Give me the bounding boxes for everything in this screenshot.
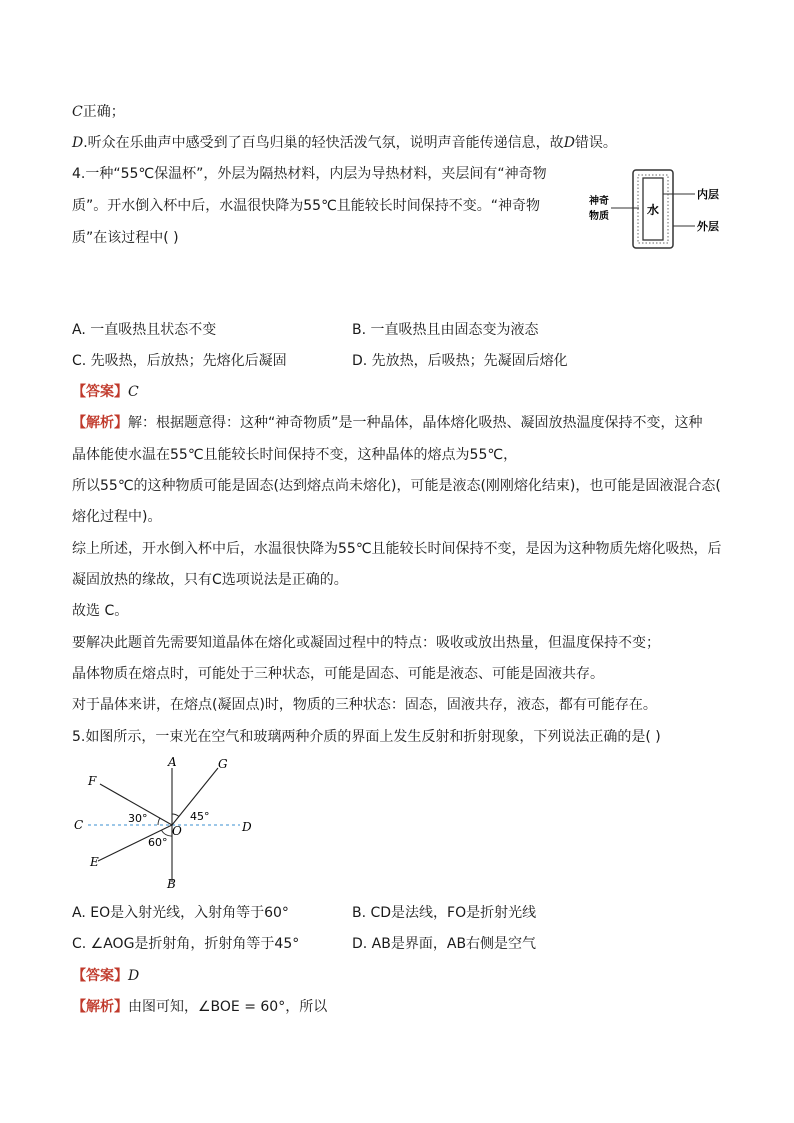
q4-answer (72, 382, 139, 402)
q5-answer-value: D (128, 968, 140, 984)
q4-analysis-line7: 故选 C。 (72, 603, 129, 619)
cup-water-label: 水 (646, 203, 660, 217)
prev-d-line (72, 133, 617, 153)
q4-analysis-line1 (72, 413, 703, 433)
q5-option-b: B. CD是法线，FO是折射光线 (352, 905, 537, 921)
cup-label-inner: 内层 (697, 188, 719, 201)
q4-analysis-line8: 要解决此题首先需要知道晶体在熔化或凝固过程中的特点：吸收或放出热量，但温度保持不变； (72, 635, 660, 651)
prev-c-line (72, 102, 125, 122)
prev-d-letter: D (72, 135, 84, 151)
q4-stem-line2: 质”。开水倒入杯中后，水温很快降为55℃且能较长时间保持不变。“神奇物 (72, 198, 541, 214)
q4-analysis-line6: 凝固放热的缘故，只有C选项说法是正确的。 (72, 572, 348, 588)
q5-analysis-text: 由图可知，∠BOE = 60°，所以 (128, 999, 328, 1015)
q5-answer-tag: 【答案】 (72, 968, 128, 984)
q4-stem-line1: 4.一种“55℃保温杯”，外层为隔热材料，内层为导热材料，夹层间有“神奇物 (72, 166, 547, 182)
prev-c-letter: C (72, 104, 83, 120)
angle-45-label: 45° (190, 810, 210, 823)
q4-analysis-line2: 晶体能使水温在55℃且能较长时间保持不变，这种晶体的熔点为55℃， (72, 447, 518, 463)
angle-60-label: 60° (148, 836, 168, 849)
q4-option-d: D. 先放热，后吸热；先凝固后熔化 (352, 353, 568, 369)
angle-30-label: 30° (128, 812, 148, 825)
cup-label-left-1: 神奇 (589, 196, 609, 207)
q4-analysis-tag: 【解析】 (72, 415, 128, 431)
point-c-label: C (74, 818, 84, 832)
q4-option-a: A. 一直吸热且状态不变 (72, 322, 217, 338)
prev-d-text2: 错误。 (574, 135, 617, 151)
q5-answer (72, 966, 139, 986)
prev-c-text: 正确； (82, 104, 125, 120)
q5-stem-line1: 5.如图所示，一束光在空气和玻璃两种介质的界面上发生反射和折射现象，下列说法正确的是( ) (72, 729, 661, 745)
q4-cup-figure (585, 164, 735, 256)
q4-analysis-line5: 综上所述，开水倒入杯中后，水温很快降为55℃且能较长时间保持不变，是因为这种物质先熔化吸热，后 (72, 541, 722, 557)
point-b-label: B (167, 877, 176, 890)
point-g-label: G (218, 757, 228, 771)
point-o-label: O (172, 824, 182, 838)
q4-option-b: B. 一直吸热且由固态变为液态 (352, 322, 539, 338)
q4-stem-line3: 质”在该过程中( ) (72, 230, 179, 246)
q4-option-c: C. 先吸热，后放热；先熔化后凝固 (72, 353, 287, 369)
q5-light-figure (68, 754, 268, 890)
q4-analysis-line9: 晶体物质在熔点时，可能处于三种状态，可能是固态、可能是液态、可能是固液共存。 (72, 666, 604, 682)
q4-analysis-line10: 对于晶体来讲，在熔点(凝固点)时，物质的三种状态：固态，固液共存，液态，都有可能存在。 (72, 697, 657, 713)
point-e-label: E (90, 855, 99, 869)
q4-analysis-line3: 所以55℃的这种物质可能是固态(达到熔点尚未熔化)，可能是液态(刚刚熔化结束)，也可能是固液混合态( (72, 478, 721, 494)
prev-d-letter2: D (563, 135, 575, 151)
q4-analysis-line4: 熔化过程中)。 (72, 509, 162, 525)
point-f-label: F (88, 774, 97, 788)
q5-option-d: D. AB是界面，AB右侧是空气 (352, 936, 537, 952)
q5-option-a: A. EO是入射光线，入射角等于60° (72, 905, 289, 921)
q4-analysis-text-0: 解：根据题意得：这种“神奇物质”是一种晶体，晶体熔化吸热、凝固放热温度保持不变，这种 (128, 415, 703, 431)
q5-analysis-tag: 【解析】 (72, 999, 128, 1015)
q5-analysis-line1 (72, 997, 327, 1017)
prev-d-text: .听众在乐曲声中感受到了百鸟归巢的轻快活泼气氛，说明声音能传递信息，故 (83, 135, 564, 151)
cup-label-left-2: 物质 (589, 211, 609, 222)
q4-answer-value: C (128, 384, 139, 400)
point-d-label: D (242, 820, 252, 834)
q4-answer-tag: 【答案】 (72, 384, 128, 400)
point-a-label: A (168, 755, 177, 769)
q5-option-c: C. ∠AOG是折射角，折射角等于45° (72, 936, 300, 952)
cup-label-outer: 外层 (697, 220, 719, 233)
